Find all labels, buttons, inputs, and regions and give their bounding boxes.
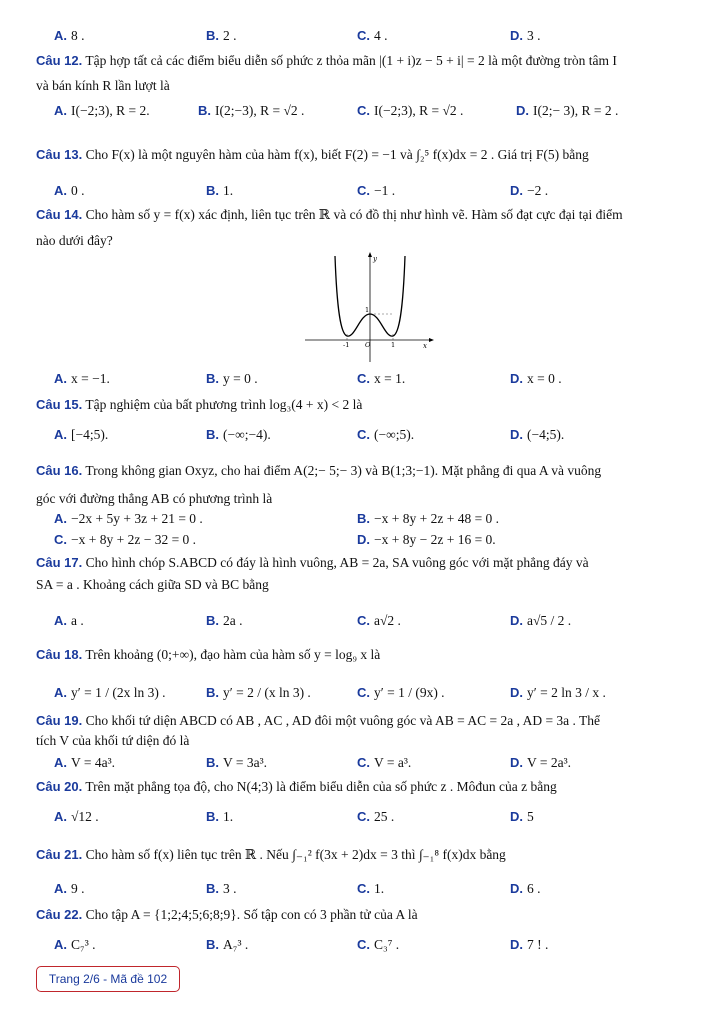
tick-label: 1 <box>391 341 396 349</box>
option-letter: D. <box>510 937 523 952</box>
q16-option-d <box>357 531 496 549</box>
option-letter: A. <box>54 427 67 442</box>
option-text: −x + 8y − 2z + 16 = 0. <box>374 532 496 547</box>
tick-label: 1 <box>365 306 370 314</box>
function-graph <box>305 252 435 362</box>
option-letter: D. <box>510 613 523 628</box>
option-letter: B. <box>206 881 219 896</box>
question-label: Câu 15. <box>36 397 83 412</box>
option-letter: B. <box>198 103 211 118</box>
option-letter: C. <box>357 881 370 896</box>
question-label: Câu 19. <box>36 713 83 728</box>
question-20 <box>36 778 695 796</box>
option-text: y′ = 1 / (9x) . <box>374 685 445 700</box>
option-letter: D. <box>357 532 370 547</box>
q12-option-a <box>54 102 150 120</box>
option-letter: B. <box>206 613 219 628</box>
q17-option-b <box>206 612 243 630</box>
question-text: Trên khoảng (0;+∞), đạo hàm của hàm số y = log₉ x là <box>85 647 381 662</box>
q19-option-c <box>357 754 411 772</box>
question-text: Trên mặt phẳng tọa độ, cho N(4;3) là điểm biểu diễn của số phức z . Môđun của z bằng <box>85 779 557 794</box>
q22-option-b <box>206 936 248 954</box>
option-letter: D. <box>510 685 523 700</box>
option-letter: A. <box>54 511 67 526</box>
y-label: y <box>373 255 377 263</box>
question-13 <box>36 146 695 164</box>
question-text: Cho hình chóp S.ABCD có đáy là hình vuông, AB = 2a, SA vuông góc với mặt phẳng đáy và <box>85 555 589 570</box>
option-letter: C. <box>357 937 370 952</box>
option-letter: B. <box>206 28 219 43</box>
question-text: Cho khối tứ diện ABCD có AB , AC , AD đôi một vuông góc và AB = AC = 2a , AD = 3a . Thể <box>85 713 601 728</box>
option-letter: B. <box>206 183 219 198</box>
question-label: Câu 16. <box>36 463 83 478</box>
q14-option-d <box>510 370 562 388</box>
option-text: (−∞;−4). <box>223 427 271 442</box>
option-letter: B. <box>206 371 219 386</box>
option-letter: D. <box>510 183 523 198</box>
option-letter: C. <box>357 613 370 628</box>
q18-option-d <box>510 684 606 702</box>
option-text: (−4;5). <box>527 427 565 442</box>
question-label: Câu 20. <box>36 779 83 794</box>
q19-option-d <box>510 754 571 772</box>
option-text: y′ = 2 ln 3 / x . <box>527 685 606 700</box>
q22-option-a <box>54 936 96 954</box>
option-text: 9 . <box>71 881 85 896</box>
option-text: a√2 . <box>374 613 401 628</box>
option-text: −x + 8y + 2z + 48 = 0 . <box>374 511 500 526</box>
option-text: I(−2;3), R = 2. <box>71 103 150 118</box>
option-text: V = 2a³. <box>527 755 572 770</box>
option-letter: D. <box>510 881 523 896</box>
option-text: V = a³. <box>374 755 412 770</box>
option-letter: A. <box>54 28 67 43</box>
option-letter: B. <box>206 755 219 770</box>
option-text: x = 0 . <box>527 371 562 386</box>
option-letter: A. <box>54 371 67 386</box>
question-17 <box>36 554 695 572</box>
option-text: C₃⁷ . <box>374 937 400 952</box>
q15-option-b <box>206 426 271 444</box>
question-21 <box>36 846 695 864</box>
question-label: Câu 21. <box>36 847 83 862</box>
option-letter: D. <box>510 809 523 824</box>
q12-option-b <box>198 102 304 120</box>
option-text: 1. <box>223 809 234 824</box>
q16-option-b <box>357 510 499 528</box>
option-text: (−∞;5). <box>374 427 415 442</box>
q18-option-b <box>206 684 311 702</box>
option-letter: A. <box>54 183 67 198</box>
option-text: a√5 / 2 . <box>527 613 572 628</box>
option-letter: C. <box>357 183 370 198</box>
option-letter: B. <box>206 809 219 824</box>
question-label: Câu 12. <box>36 53 83 68</box>
option-text: 4 . <box>374 28 388 43</box>
option-text: 2a . <box>223 613 243 628</box>
q13-option-d <box>510 182 548 200</box>
q17-option-a <box>54 612 84 630</box>
q12-option-d <box>516 102 618 120</box>
option-text: 8 . <box>71 28 85 43</box>
question-22 <box>36 906 695 924</box>
question-label: Câu 14. <box>36 207 83 222</box>
option-letter: A. <box>54 103 67 118</box>
q11-option-c <box>357 27 388 45</box>
option-letter: D. <box>516 103 529 118</box>
option-letter: C. <box>357 755 370 770</box>
option-text: −x + 8y + 2z − 32 = 0 . <box>71 532 197 547</box>
question-text: Cho F(x) là một nguyên hàm của hàm f(x), biết F(2) = −1 và ∫₂⁵ f(x)dx = 2 . Giá trị F(5) bằng <box>85 147 589 162</box>
q11-option-b <box>206 27 237 45</box>
option-text: −2x + 5y + 3z + 21 = 0 . <box>71 511 203 526</box>
option-letter: D. <box>510 28 523 43</box>
question-label: Câu 13. <box>36 147 83 162</box>
option-letter: B. <box>206 685 219 700</box>
q14-option-b <box>206 370 258 388</box>
option-text: −2 . <box>527 183 549 198</box>
x-label: x <box>423 342 427 350</box>
q20-option-d <box>510 808 534 826</box>
option-text: 2 . <box>223 28 237 43</box>
q14-option-a <box>54 370 110 388</box>
option-text: x = −1. <box>71 371 110 386</box>
q22-option-c <box>357 936 399 954</box>
q17-option-d <box>510 612 571 630</box>
q21-option-c <box>357 880 384 898</box>
option-letter: A. <box>54 685 67 700</box>
option-text: A₇³ . <box>223 937 249 952</box>
option-letter: D. <box>510 371 523 386</box>
option-text: V = 4a³. <box>71 755 116 770</box>
q16-option-a <box>54 510 203 528</box>
question-text: Tập hợp tất cả các điểm biểu diễn số phức z thỏa mãn |(1 + i)z − 5 + i| = 2 là một đường tròn tâm I <box>85 53 617 68</box>
option-letter: C. <box>357 685 370 700</box>
q20-option-c <box>357 808 394 826</box>
q15-option-c <box>357 426 414 444</box>
q18-option-a <box>54 684 166 702</box>
question-14 <box>36 206 695 224</box>
q18-option-c <box>357 684 445 702</box>
option-text: I(2;− 3), R = 2 . <box>533 103 619 118</box>
option-letter: B. <box>206 427 219 442</box>
option-text: y′ = 2 / (x ln 3) . <box>223 685 311 700</box>
q20-option-b <box>206 808 233 826</box>
question-19 <box>36 712 695 730</box>
question-text: Cho hàm số y = f(x) xác định, liên tục trên ℝ và có đồ thị như hình vẽ. Hàm số đạt cực đại tại điểm <box>85 207 623 222</box>
question-label: Câu 22. <box>36 907 83 922</box>
q16-option-c <box>54 531 196 549</box>
question-text: Tập nghiệm của bất phương trình log₃(4 + x) < 2 là <box>85 397 363 412</box>
q21-option-a <box>54 880 85 898</box>
origin-label: O <box>365 341 371 349</box>
option-letter: D. <box>510 427 523 442</box>
option-text: C₇³ . <box>71 937 96 952</box>
option-letter: C. <box>357 103 370 118</box>
option-letter: A. <box>54 613 67 628</box>
q11-option-d <box>510 27 541 45</box>
question-16 <box>36 462 695 480</box>
option-text: 3 . <box>527 28 541 43</box>
q13-option-b <box>206 182 233 200</box>
option-letter: D. <box>510 755 523 770</box>
option-text: 6 . <box>527 881 541 896</box>
option-letter: C. <box>357 427 370 442</box>
q21-option-d <box>510 880 541 898</box>
q20-option-a <box>54 808 99 826</box>
option-text: 5 <box>527 809 534 824</box>
option-text: x = 1. <box>374 371 406 386</box>
option-letter: C. <box>54 532 67 547</box>
question-label: Câu 17. <box>36 555 83 570</box>
q22-option-d <box>510 936 548 954</box>
option-letter: C. <box>357 809 370 824</box>
question-text: Cho tập A = {1;2;4;5;6;8;9}. Số tập con có 3 phần tử của A là <box>85 907 418 922</box>
option-text: 0 . <box>71 183 85 198</box>
question-17-cont: SA = a . Khoảng cách giữa SD và BC bằng <box>36 577 269 592</box>
q21-option-b <box>206 880 237 898</box>
question-18 <box>36 646 695 664</box>
option-text: 25 . <box>374 809 395 824</box>
question-label: Câu 18. <box>36 647 83 662</box>
question-12-cont: và bán kính R lần lượt là <box>36 78 170 93</box>
q15-option-a <box>54 426 108 444</box>
question-19-cont: tích V của khối tứ diện đó là <box>36 733 190 748</box>
option-letter: C. <box>357 371 370 386</box>
option-letter: A. <box>54 809 67 824</box>
option-text: I(2;−3), R = √2 . <box>215 103 305 118</box>
option-text: I(−2;3), R = √2 . <box>374 103 464 118</box>
tick-label: -1 <box>343 341 350 349</box>
option-letter: A. <box>54 755 67 770</box>
q12-option-c <box>357 102 463 120</box>
option-text: [−4;5). <box>71 427 109 442</box>
question-16-cont: góc với đường thẳng AB có phương trình là <box>36 491 273 506</box>
option-text: y = 0 . <box>223 371 258 386</box>
option-text: −1 . <box>374 183 396 198</box>
q11-option-a <box>54 27 85 45</box>
question-text: Trong không gian Oxyz, cho hai điểm A(2;− 5;− 3) và B(1;3;−1). Mặt phẳng đi qua A và vuông <box>85 463 602 478</box>
option-text: √12 . <box>71 809 99 824</box>
y-axis-arrow <box>368 252 372 257</box>
option-letter: B. <box>357 511 370 526</box>
question-14-cont: nào dưới đây? <box>36 233 113 248</box>
option-text: 1. <box>223 183 234 198</box>
q19-option-b <box>206 754 267 772</box>
question-15 <box>36 396 695 414</box>
q19-option-a <box>54 754 115 772</box>
question-text: Cho hàm số f(x) liên tục trên ℝ . Nếu ∫₋₁² f(3x + 2)dx = 3 thì ∫₋₁⁸ f(x)dx bằng <box>85 847 506 862</box>
q13-option-c <box>357 182 395 200</box>
q17-option-c <box>357 612 401 630</box>
q13-option-a <box>54 182 85 200</box>
option-text: y′ = 1 / (2x ln 3) . <box>71 685 166 700</box>
option-letter: A. <box>54 937 67 952</box>
option-text: V = 3a³. <box>223 755 268 770</box>
option-text: 7 ! . <box>527 937 549 952</box>
q14-option-c <box>357 370 405 388</box>
option-letter: C. <box>357 28 370 43</box>
page-footer: Trang 2/6 - Mã đề 102 <box>36 966 180 992</box>
option-text: 1. <box>374 881 385 896</box>
question-12 <box>36 52 695 70</box>
option-letter: B. <box>206 937 219 952</box>
x-axis-arrow <box>429 338 434 342</box>
option-letter: A. <box>54 881 67 896</box>
option-text: 3 . <box>223 881 237 896</box>
option-text: a . <box>71 613 84 628</box>
q15-option-d <box>510 426 564 444</box>
